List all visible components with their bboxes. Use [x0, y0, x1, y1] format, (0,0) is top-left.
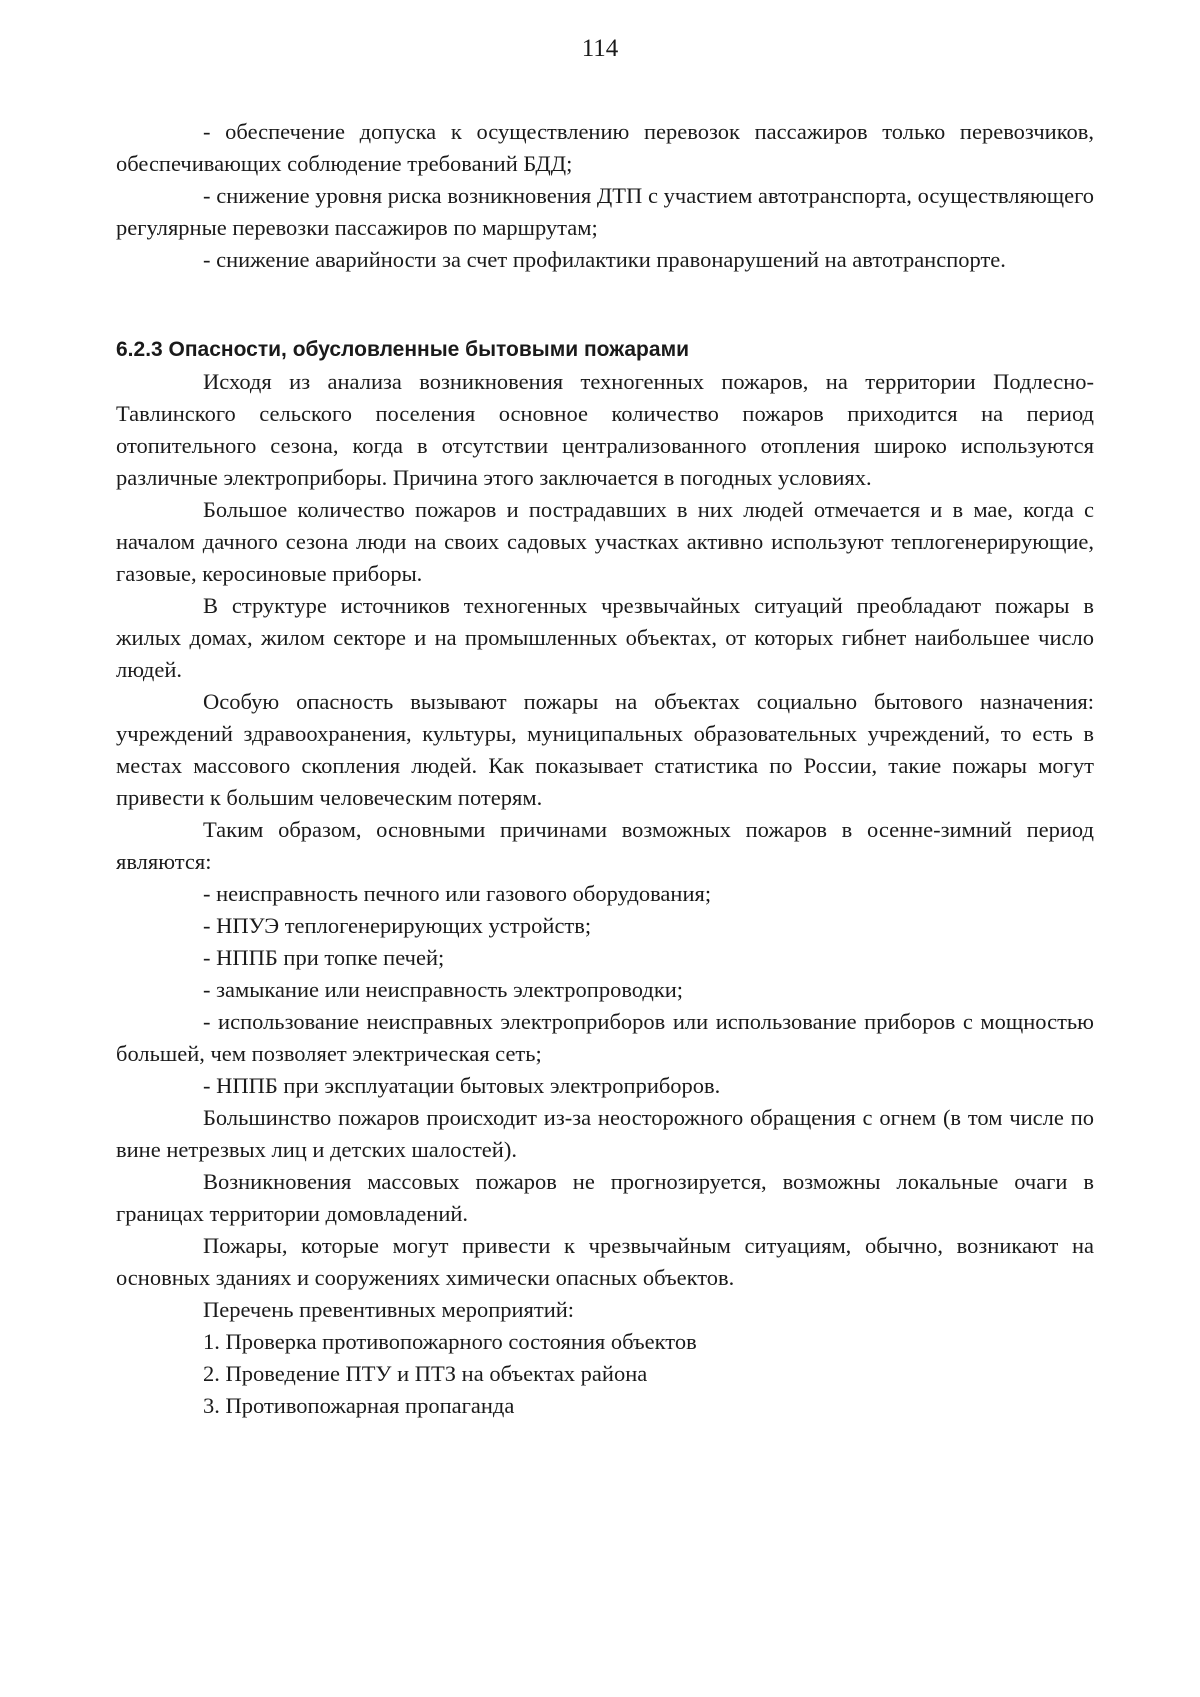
- measures-list-item: 2. Проведение ПТУ и ПТЗ на объектах района: [203, 1361, 648, 1386]
- cause-list-item: - неисправность печного или газового оборудования;: [203, 881, 712, 906]
- cause-list-item: - НППБ при топке печей;: [203, 945, 445, 970]
- intro-item: - обеспечение допуска к осуществлению перевозок пассажиров только перевозчиков, обеспечивающих соблюдение требований БДД;: [116, 119, 1094, 176]
- intro-item: - снижение аварийности за счет профилактики правонарушений на автотранспорте.: [203, 247, 1006, 272]
- measures-list-item: 1. Проверка противопожарного состояния объектов: [203, 1329, 697, 1354]
- section-paragraph: Особую опасность вызывают пожары на объектах социально бытового назначения: учреждений здравоохранения, культуры, муниципальных образовательных учреждений, то есть в местах массового скопления людей. Как показывает статистика по России, такие пожары могут привести к большим человеческим потерям.: [116, 689, 1094, 810]
- page-number: 114: [581, 35, 619, 62]
- section-paragraph: Большинство пожаров происходит из-за неосторожного обращения с огнем (в том числе по вине нетрезвых лиц и детских шалостей).: [116, 1105, 1094, 1162]
- section-heading: 6.2.3 Опасности, обусловленные бытовыми пожарами: [116, 338, 690, 361]
- section-paragraph: Перечень превентивных мероприятий:: [203, 1297, 575, 1322]
- cause-list-item: - использование неисправных электроприборов или использование приборов с мощностью большей, чем позволяет электрическая сеть;: [116, 1009, 1094, 1066]
- section-paragraph: Пожары, которые могут привести к чрезвычайным ситуациям, обычно, возникают на основных зданиях и сооружениях химически опасных объектов.: [116, 1233, 1094, 1290]
- document-body: [116, 116, 1094, 1422]
- section-paragraph: Таким образом, основными причинами возможных пожаров в осенне-зимний период являются:: [116, 817, 1094, 874]
- cause-list-item: - НППБ при эксплуатации бытовых электроприборов.: [203, 1073, 721, 1098]
- measures-list-item: 3. Противопожарная пропаганда: [203, 1393, 515, 1418]
- cause-list-item: - замыкание или неисправность электропроводки;: [203, 977, 684, 1002]
- section-paragraph: В структуре источников техногенных чрезвычайных ситуаций преобладают пожары в жилых домах, жилом секторе и на промышленных объектах, от которых гибнет наибольшее число людей.: [116, 593, 1094, 682]
- section-paragraph: Большое количество пожаров и пострадавших в них людей отмечается и в мае, когда с началом дачного сезона люди на своих садовых участках активно используют теплогенерирующие, газовые, керосиновые приборы.: [116, 497, 1094, 586]
- section-paragraph: Исходя из анализа возникновения техногенных пожаров, на территории Подлесно-Тавлинского сельского поселения основное количество пожаров приходится на период отопительного сезона, когда в отсутствии централизованного отопления широко используются различные электроприборы. Причина этого заключается в погодных условиях.: [116, 369, 1094, 490]
- cause-list-item: - НПУЭ теплогенерирующих устройств;: [203, 913, 592, 938]
- section-paragraph: Возникновения массовых пожаров не прогнозируется, возможны локальные очаги в границах территории домовладений.: [116, 1169, 1094, 1226]
- intro-item: - снижение уровня риска возникновения ДТП с участием автотранспорта, осуществляющего регулярные перевозки пассажиров по маршрутам;: [116, 183, 1094, 240]
